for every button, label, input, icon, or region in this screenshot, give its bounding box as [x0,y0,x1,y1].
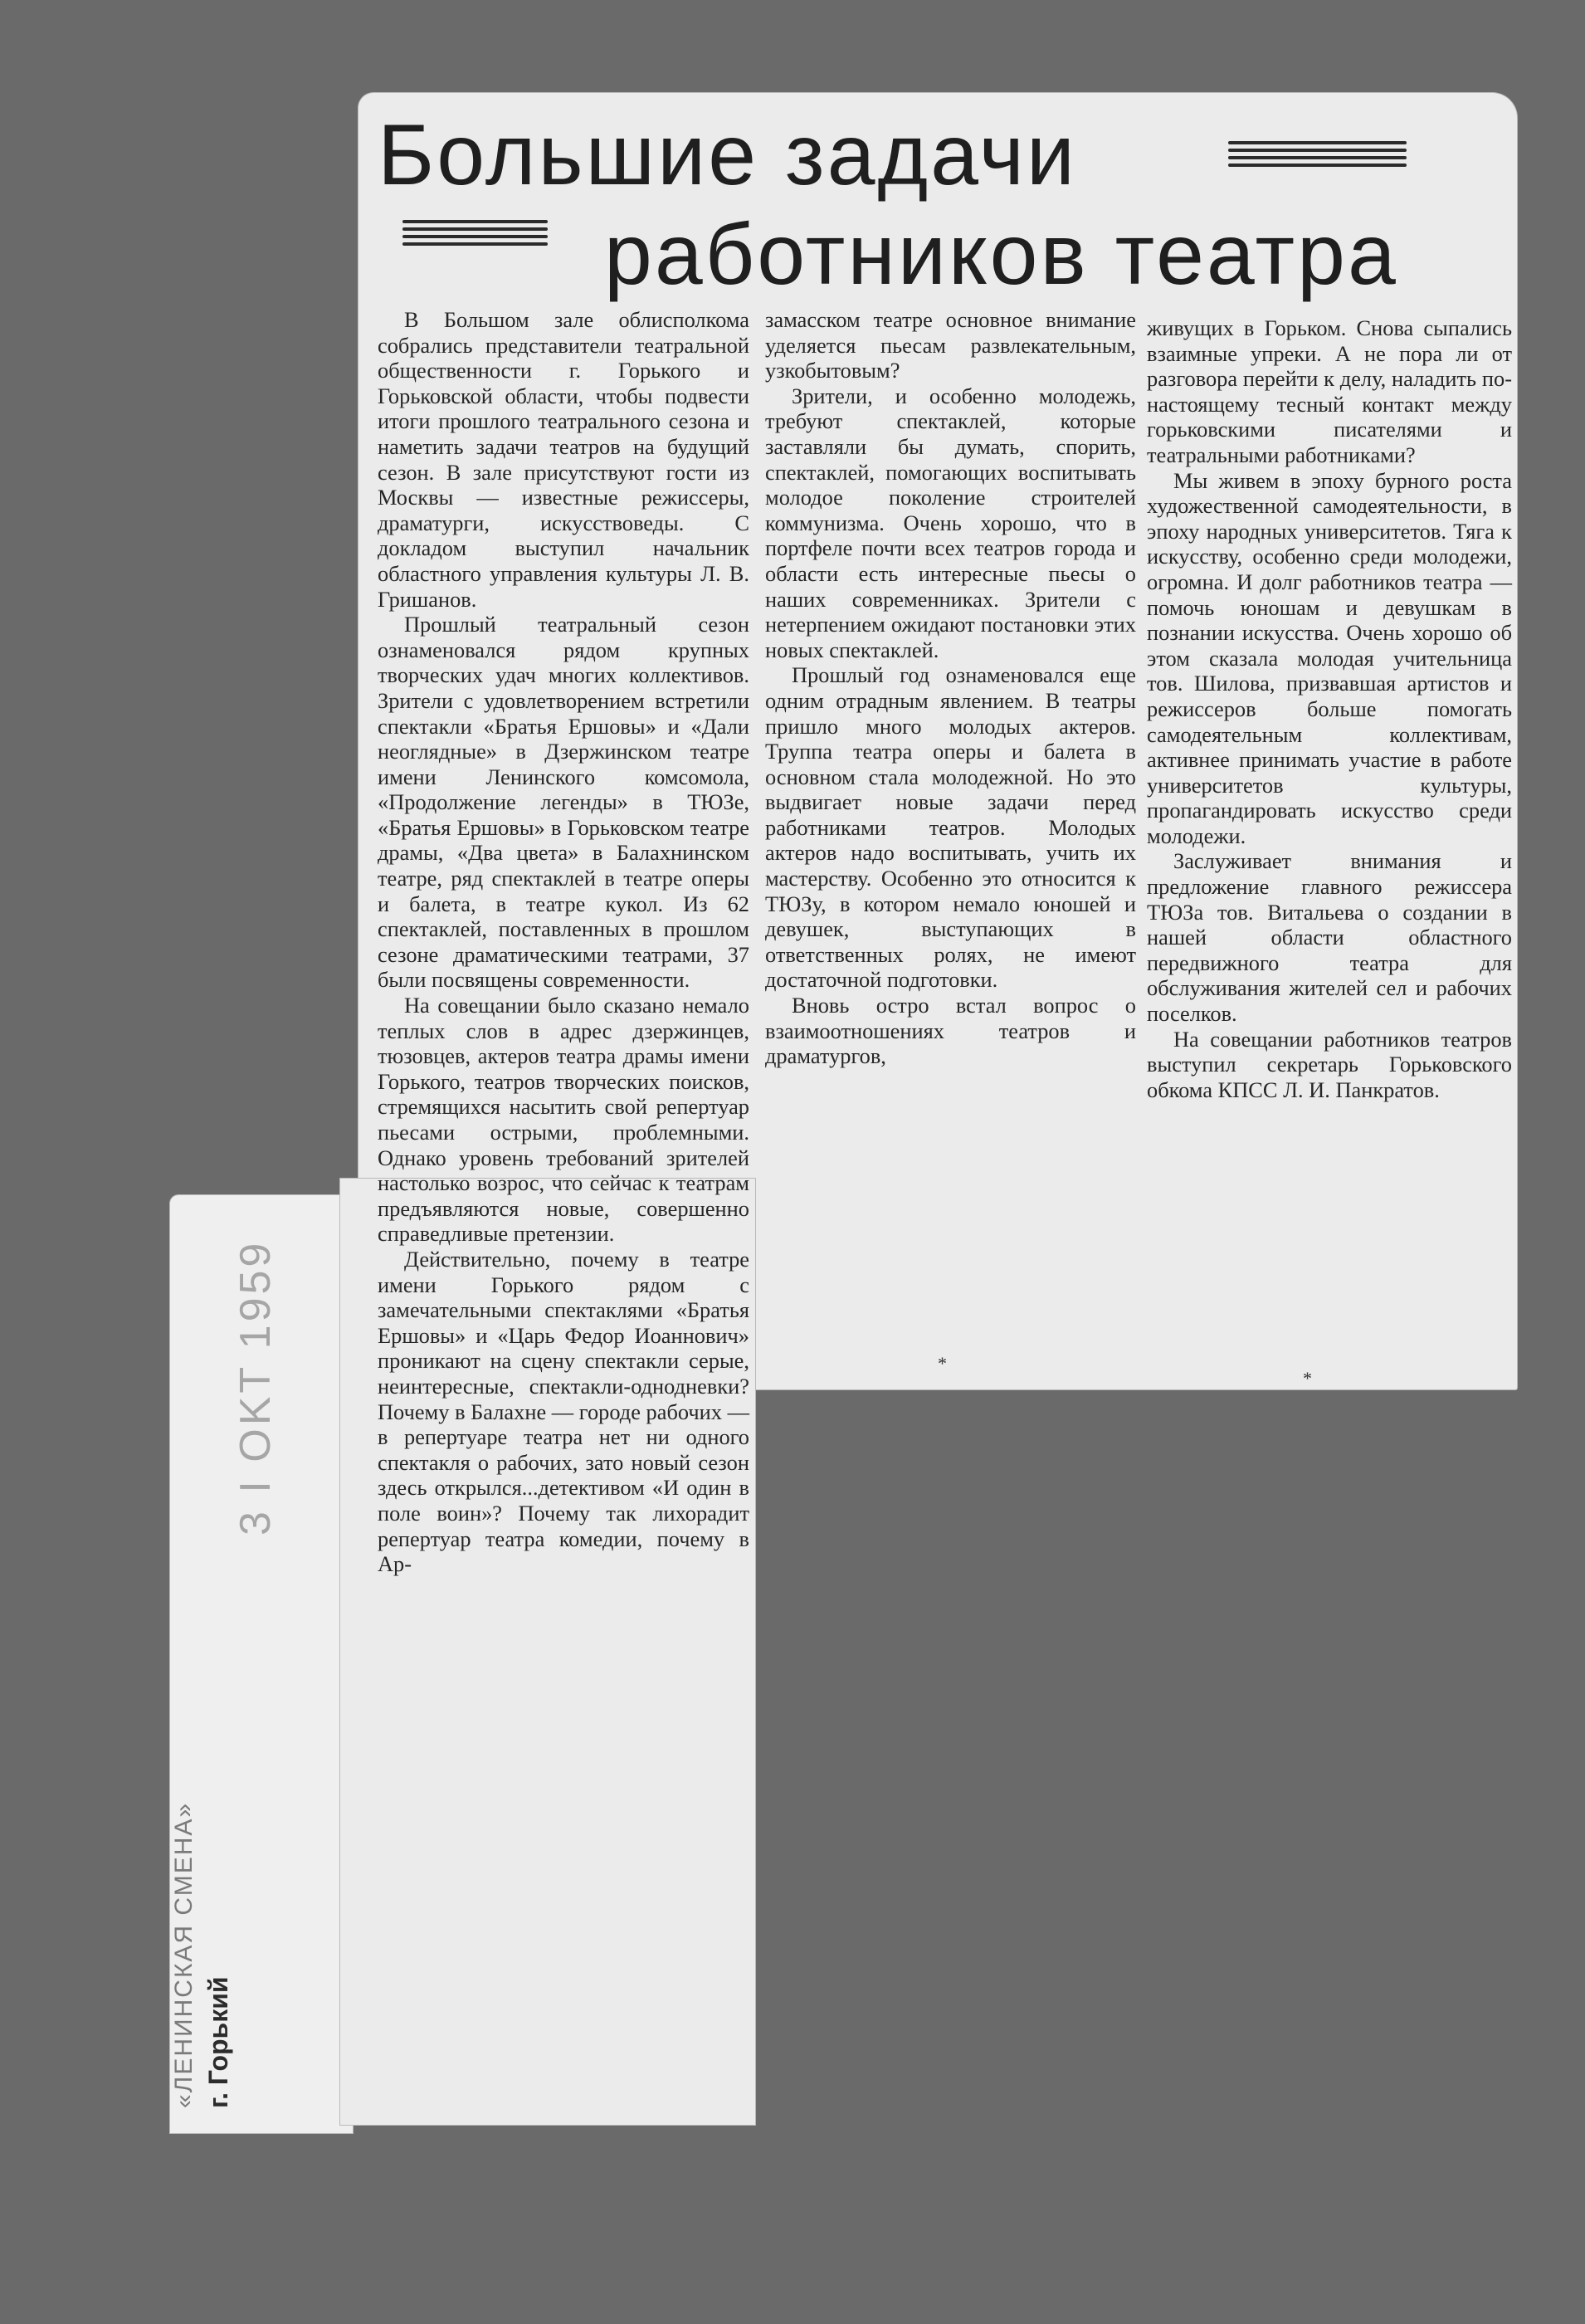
paragraph: На совещании работников театров выступил секретарь Горьковского обкома КПСС Л. И. Панкратов. [1147,1026,1512,1102]
paragraph: Прошлый театральный сезон ознаменовался рядом крупных творческих удач многих коллективов. Зрители с удовлетворением встретили спектакли «Братья Ершовы» и «Дали неоглядные» в Дзержинском театре имени Ленинского комсомола, «Продолжение легенды» в ТЮЗе, «Братья Ершовы» в Горьковском театре драмы, «Два цвета» в Балахнинском театре, ряд спектаклей в театре оперы и балета, в театре кукол. Из 62 спектаклей, поставленных в прошлом сезоне драматическими театрами, 37 были посвящены современности. [378,612,749,993]
paragraph: Действительно, почему в театре имени Горького рядом с замечательными спектаклями «Братья Ершовы» и «Царь Федор Иоаннович» проникают на сцену спектакли серые, неинтересные, спектакли-однодневки? Почему в Балахне — городе рабочих — в репертуаре театра нет ни одного спектакля о рабочих, зато новый сезон здесь открылся...детективом «И один в поле воин»? Почему так лихорадит репертуар театра комедии, почему в Ар- [378,1246,749,1577]
asterisk-ornament: * [1303,1368,1312,1389]
paragraph: В Большом зале облисполкома собрались представители театральной общественности г. Горького и Горьковской области, чтобы подвести итоги прошлого театрального сезона и наметить задачи театров на будущий сезон. В зале присутствуют гости из Москвы — известные режиссеры, драматурги, искусствоведы. С докладом выступил начальник областного управления культуры Л. В. Гришанов. [378,307,749,612]
paragraph: Мы живем в эпоху бурного роста художественной самодеятельности, в эпоху народных университетов. Тяга к искусству, особенно среди молодежи, огромна. И долг работников театра — помочь юношам и девушкам в познании искусства. Очень хорошо об этом сказала молодая учительница тов. Шилова, призвавшая артистов и режиссеров больше помогать самодеятельным коллективам, активнее принимать участие в работе университетов культуры, пропагандировать искусство среди молодежи. [1147,467,1512,848]
paragraph: Прошлый год ознаменовался еще одним отрадным явлением. В театры пришло много молодых актеров. Труппа театра оперы и балета в основном стала молодежной. Но это выдвигает новые задачи перед работниками театров. Молодых актеров надо воспитывать, учить их мастерству. Особенно это относится к ТЮЗу, в котором немало юношей и девушек, выступающих в ответственных ролях, не имеют достаточной подготовки. [765,662,1136,993]
paragraph: Заслуживает внимания и предложение главного режиссера ТЮЗа тов. Витальева о создании в нашей области областного передвижного театра для обслуживания жителей сел и рабочих поселков. [1147,848,1512,1027]
source-label [170,1802,234,2108]
asterisk-ornament: * [938,1353,947,1374]
paragraph: живущих в Горьком. Снова сыпались взаимные упреки. А не пора ли от разговора перейти к делу, наладить по-настоящему тесный контакт между горьковскими писателями и театральными работниками? [1147,315,1512,467]
paragraph: На совещании было сказано немало теплых слов в адрес дзержинцев, тюзовцев, актеров театра драмы имени Горького, театров творческих поисков, стремящихся насытить свой репертуар пьесами острыми, проблемными. Однако уровень требований зрителей настолько возрос, что сейчас к театрам предъявляются новые, совершенно справедливые претензии. [378,993,749,1247]
date-stamp: 3 I OKT 1959 [232,1239,280,1536]
decorative-rule-right [1228,141,1407,171]
source-city: г. Горький [203,1976,233,2108]
paragraph: Вновь остро встал вопрос о взаимоотношениях театров и драматургов, [765,993,1136,1069]
article-column-2 [765,307,1136,1069]
paragraph: замасском театре основное внимание уделяется пьесам развлекательным, узкобытовым? [765,307,1136,383]
article-column-1 [378,307,749,1577]
headline-line-1: Большие задачи [378,107,1077,203]
source-paper: «ЛЕНИНСКАЯ СМЕНА» [170,1801,198,2108]
paragraph: Зрители, и особенно молодежь, требуют спектаклей, которые заставляли бы думать, спорить, спектаклей, помогающих воспитывать молодое поколение строителей коммунизма. Очень хорошо, что в портфеле почти всех театров города и области есть интересные пьесы о наших современниках. Зрители с нетерпением ожидают постановки этих новых спектаклей. [765,383,1136,662]
article-column-3 [1147,315,1512,1102]
headline-line-2: работников театра [604,207,1398,303]
decorative-rule-left [402,220,548,250]
